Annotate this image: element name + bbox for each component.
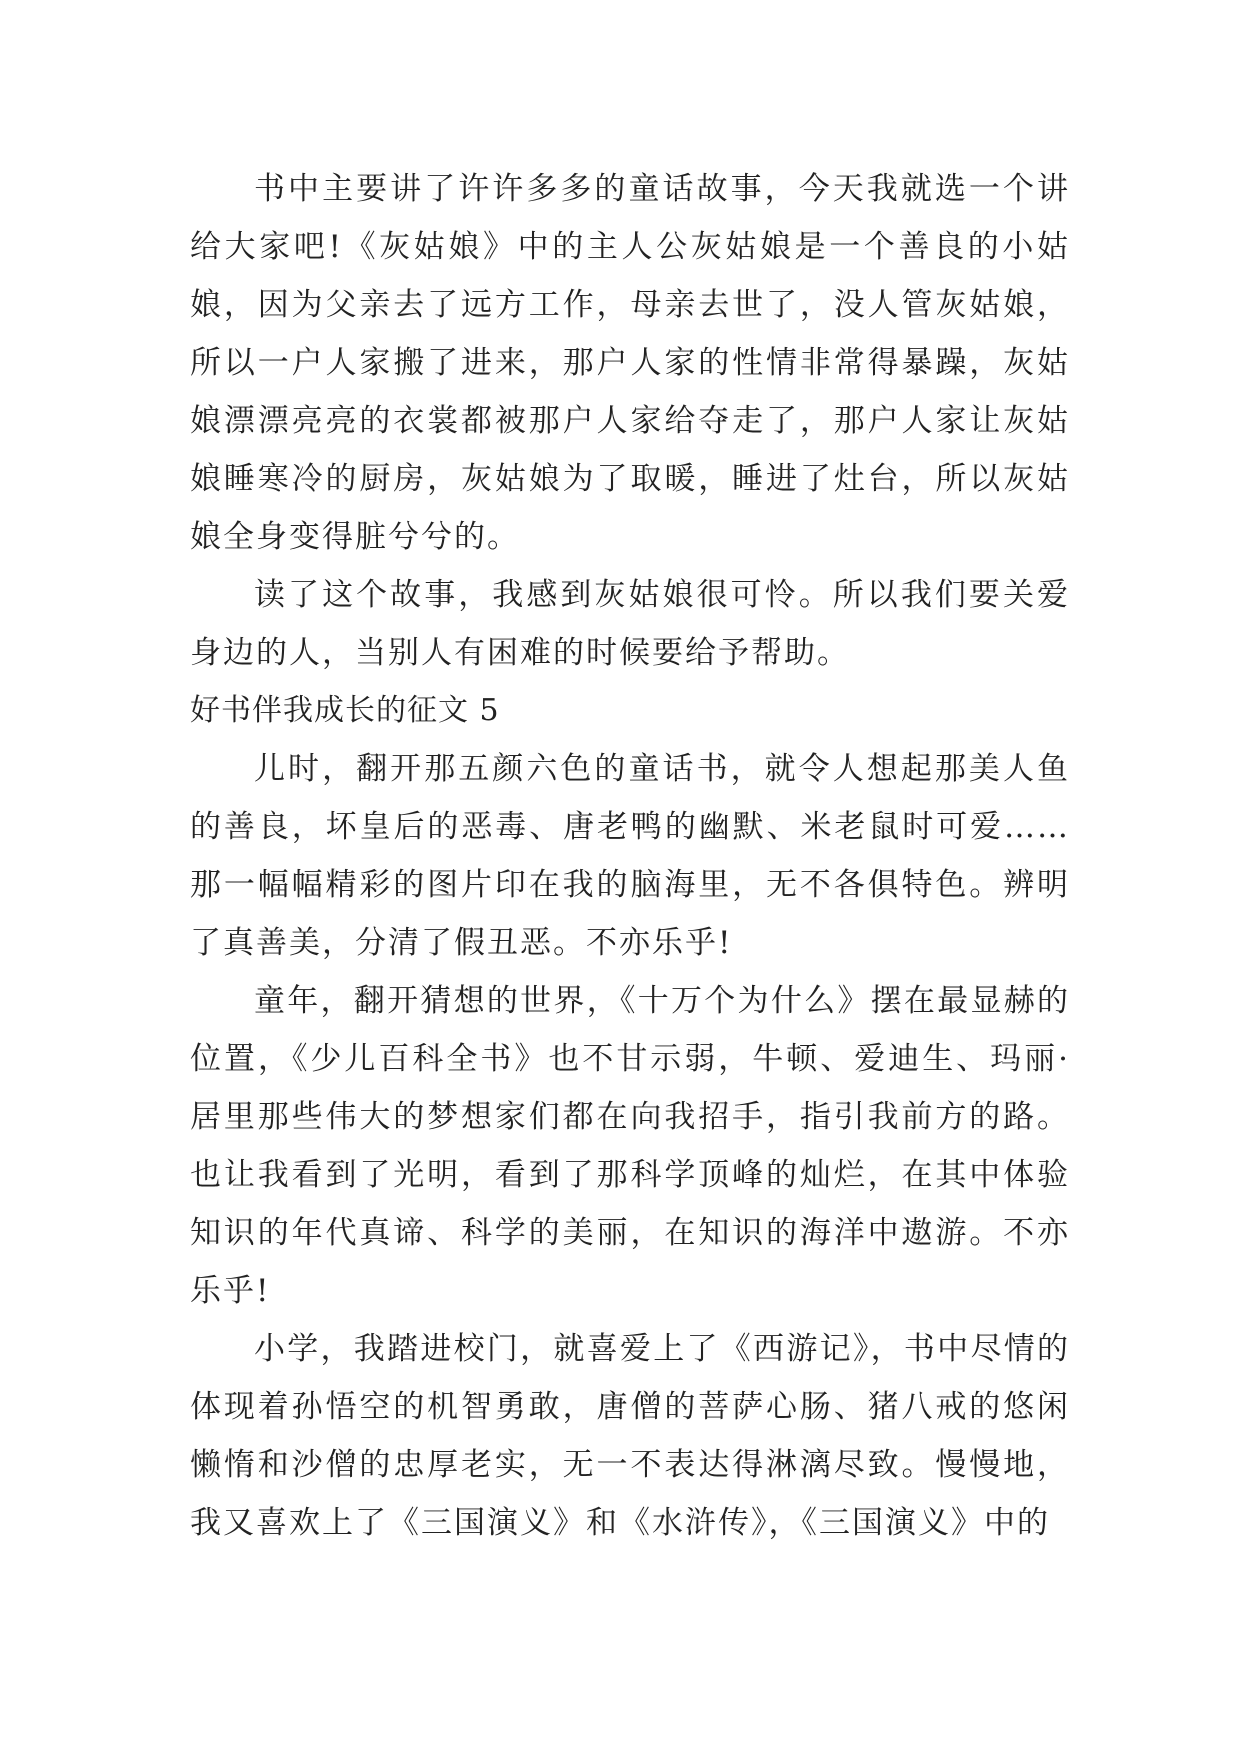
paragraph: 读了这个故事，我感到灰姑娘很可怜。所以我们要关爱身边的人，当别人有困难的时候要给予帮助。 (190, 577, 1070, 671)
section-heading: 好书伴我成长的征文 5 (190, 693, 500, 728)
paragraph: 童年，翻开猜想的世界，《十万个为什么》摆在最显赫的位置，《少儿百科全书》也不甘示弱，牛顿、爱迪生、玛丽·居里那些伟大的梦想家们都在向我招手，指引我前方的路。也让我看到了光明，看到了那科学顶峰的灿烂，在其中体验知识的年代真谛、科学的美丽，在知识的海洋中遨游。不亦乐乎! (190, 983, 1070, 1309)
paragraph: 儿时，翻开那五颜六色的童话书，就令人想起那美人鱼的善良，坏皇后的恶毒、唐老鸭的幽默、米老鼠时可爱……那一幅幅精彩的图片印在我的脑海里，无不各俱特色。辨明了真善美，分清了假丑恶。不亦乐乎! (190, 751, 1070, 961)
document-body (190, 160, 1070, 1552)
paragraph: 小学，我踏进校门，就喜爱上了《西游记》，书中尽情的体现着孙悟空的机智勇敢，唐僧的菩萨心肠、猪八戒的悠闲懒惰和沙僧的忠厚老实，无一不表达得淋漓尽致。慢慢地，我又喜欢上了《三国演义》和《水浒传》，《三国演义》中的 (190, 1331, 1070, 1541)
paragraph: 书中主要讲了许许多多的童话故事，今天我就选一个讲给大家吧!《灰姑娘》中的主人公灰姑娘是一个善良的小姑娘，因为父亲去了远方工作，母亲去世了，没人管灰姑娘，所以一户人家搬了进来，那户人家的性情非常得暴躁，灰姑娘漂漂亮亮的衣裳都被那户人家给夺走了，那户人家让灰姑娘睡寒冷的厨房，灰姑娘为了取暖，睡进了灶台，所以灰姑娘全身变得脏兮兮的。 (190, 171, 1070, 555)
